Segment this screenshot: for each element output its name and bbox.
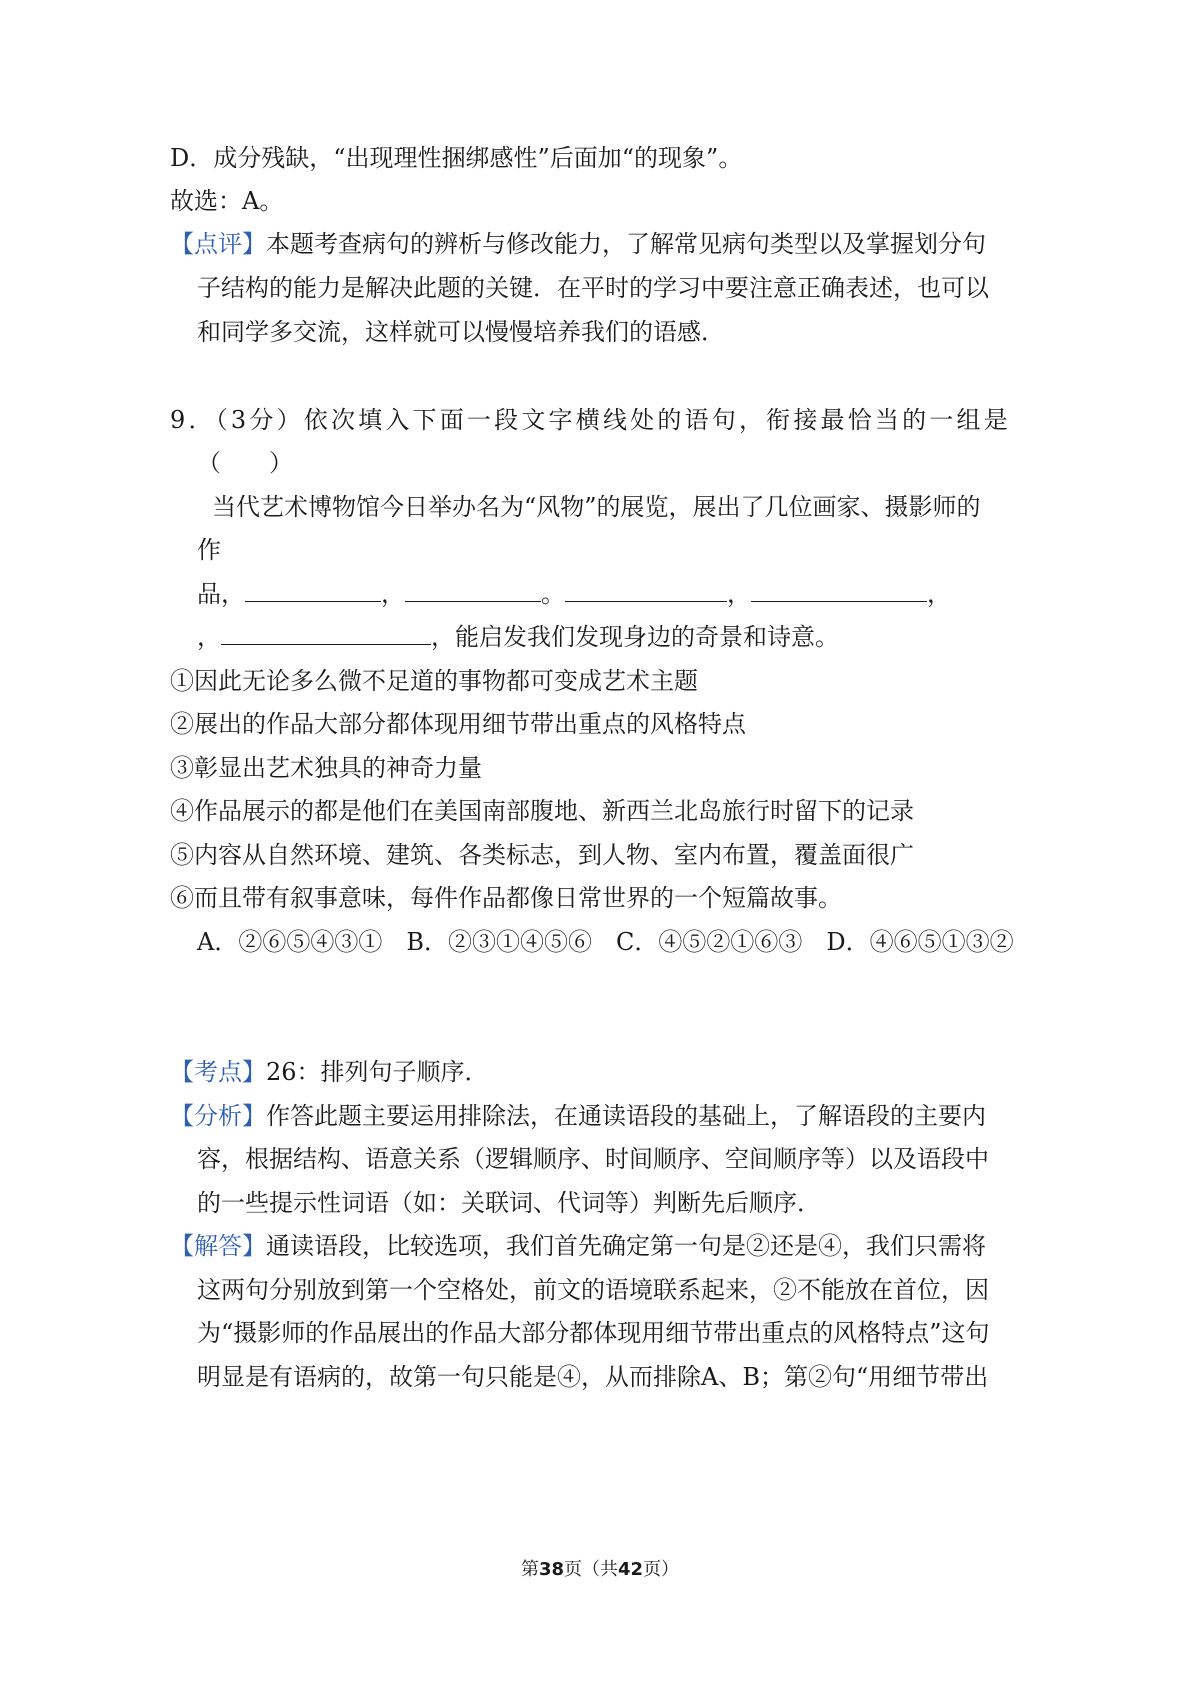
jieda-line-4: 明显是有语病的，故第一句只能是④，从而排除A、B；第②句“用细节带出 <box>197 1363 989 1391</box>
prev-review-line2: 子结构的能力是解决此题的关键．在平时的学习中要注意正确表述，也可以 <box>197 274 989 302</box>
total-pages: 42 <box>618 1559 644 1580</box>
separator: 。 <box>541 580 565 608</box>
question-header: 9．（3分）依次填入下面一段文字横线处的语句，衔接最恰当的一组是 <box>170 406 1011 434</box>
jieda-line-1 <box>170 1229 986 1263</box>
jieda-line-3: 为“摄影师的作品展出的作品大部分都体现用细节带出重点的风格特点”这句 <box>197 1319 990 1347</box>
blank-5 <box>221 622 431 645</box>
jieda-tag: 【解答】 <box>170 1232 266 1260</box>
kaodian-text: 26：排列句子顺序． <box>266 1058 489 1086</box>
sentence-item-4: ④作品展示的都是他们在美国南部腹地、新西兰北岛旅行时留下的记录 <box>170 797 914 825</box>
separator: ， <box>197 623 221 651</box>
jieda-text-1: 通读语段，比较选项，我们首先确定第一句是②还是④，我们只需将 <box>266 1232 986 1260</box>
blank-4 <box>751 579 927 602</box>
separator: ， <box>927 580 951 608</box>
blank-2 <box>405 579 541 602</box>
prev-option-d: D．成分残缺，“出现理性捆绑感性”后面加“的现象”。 <box>170 144 743 172</box>
option-c: C．④⑤②①⑥③ <box>615 928 803 956</box>
sentence-item-3: ③彰显出艺术独具的神奇力量 <box>170 754 482 782</box>
option-d: D．④⑥⑤①③② <box>826 928 1014 956</box>
kaodian-tag: 【考点】 <box>170 1058 266 1086</box>
kaodian-line <box>170 1055 489 1089</box>
sentence-item-2: ②展出的作品大部分都体现用细节带出重点的风格特点 <box>170 710 746 738</box>
page-number: 38 <box>538 1559 564 1580</box>
footer-prefix: 第 <box>520 1559 539 1580</box>
passage-line-3 <box>197 577 951 611</box>
fenxi-line-1 <box>170 1099 986 1133</box>
blank-1 <box>245 579 381 602</box>
footer-middle: 页（共 <box>564 1559 618 1580</box>
passage-line-2: 作 <box>197 536 221 564</box>
passage-line-1: 当代艺术博物馆今日举办名为“风物”的展览，展出了几位画家、摄影师的 <box>212 493 981 521</box>
separator: ， <box>727 580 751 608</box>
prev-selected-answer: 故选：A。 <box>170 187 284 215</box>
passage-text: ，能启发我们发现身边的奇景和诗意。 <box>431 623 839 651</box>
passage-line-4 <box>197 620 839 654</box>
review-tag: 【点评】 <box>170 230 266 258</box>
page-footer <box>0 1558 1200 1582</box>
question-paren: （ ） <box>197 449 293 477</box>
prev-review-line1 <box>170 227 986 261</box>
blank-3 <box>565 579 727 602</box>
sentence-item-6: ⑥而且带有叙事意味，每件作品都像日常世界的一个短篇故事。 <box>170 884 842 912</box>
sentence-item-1: ①因此无论多么微不足道的事物都可变成艺术主题 <box>170 667 698 695</box>
answer-options <box>197 925 1038 959</box>
review-text-1: 本题考查病句的辨析与修改能力，了解常见病句类型以及掌握划分句 <box>266 230 986 258</box>
jieda-line-2: 这两句分别放到第一个空格处，前文的语境联系起来，②不能放在首位，因 <box>197 1276 989 1304</box>
separator: ， <box>381 580 405 608</box>
passage-text: 品， <box>197 580 245 608</box>
fenxi-line-2: 容，根据结构、语意关系（逻辑顺序、时间顺序、空间顺序等）以及语段中 <box>197 1145 989 1173</box>
fenxi-line-3: 的一些提示性词语（如：关联词、代词等）判断先后顺序． <box>197 1189 821 1217</box>
footer-suffix: 页） <box>643 1559 680 1580</box>
option-b: B．②③①④⑤⑥ <box>406 928 592 956</box>
option-a: A．②⑥⑤④③① <box>197 928 383 956</box>
sentence-item-5: ⑤内容从自然环境、建筑、各类标志，到人物、室内布置，覆盖面很广 <box>170 841 914 869</box>
prev-review-line3: 和同学多交流，这样就可以慢慢培养我们的语感． <box>197 318 725 346</box>
fenxi-tag: 【分析】 <box>170 1102 266 1130</box>
fenxi-text-1: 作答此题主要运用排除法，在通读语段的基础上，了解语段的主要内 <box>266 1102 986 1130</box>
